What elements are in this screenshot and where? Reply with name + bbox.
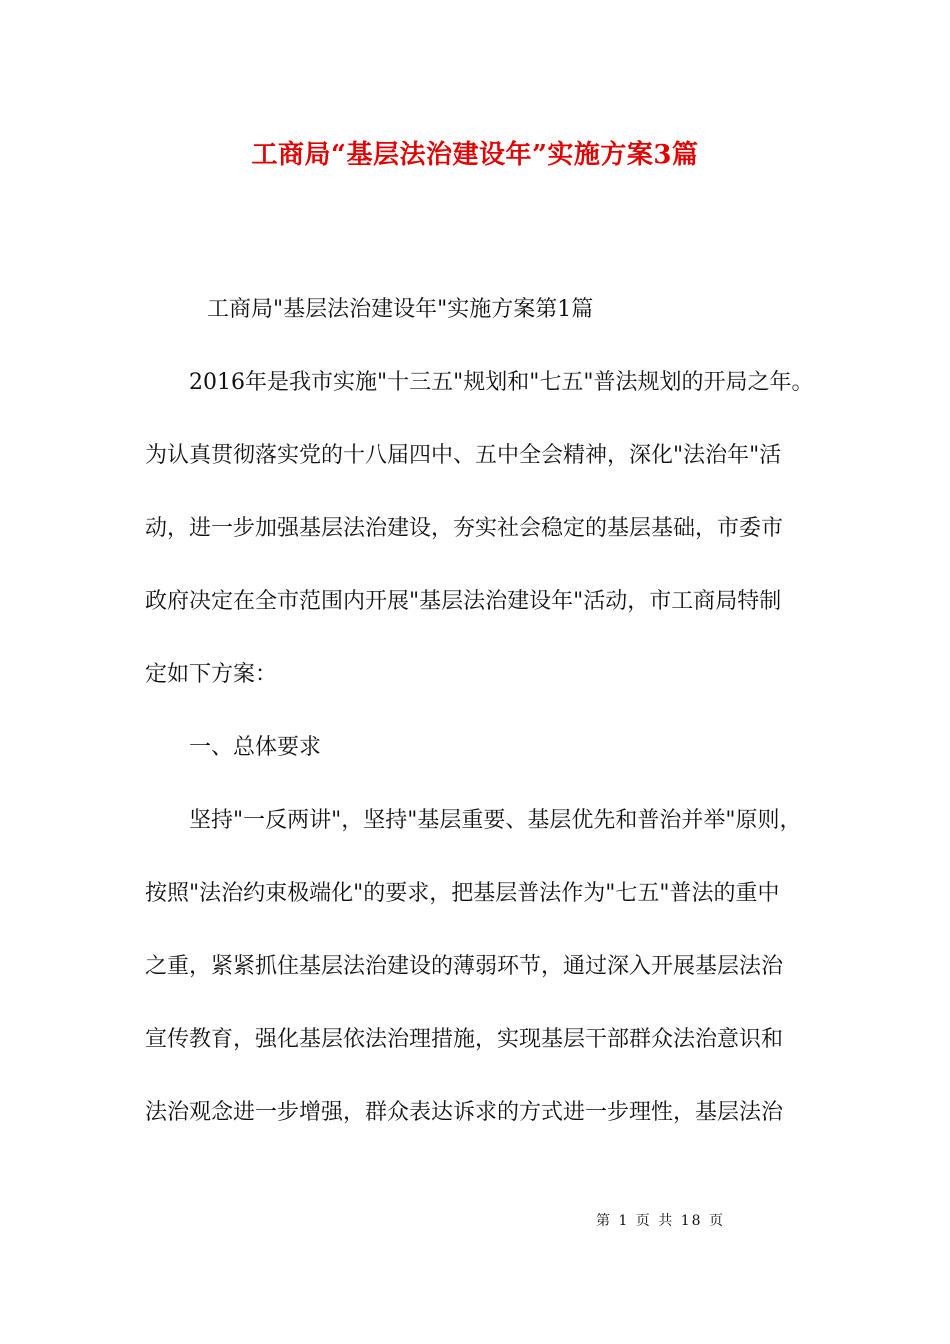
document-body — [145, 273, 817, 1149]
document-title: 工商局“基层法治建设年”实施方案3篇 — [251, 140, 699, 170]
subsection-heading: 一、总体要求 — [189, 735, 322, 760]
paragraph-line: 动，进一步加强基层法治建设，夯实社会稳定的基层基础，市委市 — [145, 516, 784, 541]
paragraph-line: 2016年是我市实施"十三五"规划和"七五"普法规划的开局之年。 — [189, 370, 814, 395]
paragraph-line: 政府决定在全市范围内开展"基层法治建设年"活动，市工商局特制 — [145, 589, 782, 614]
paragraph-line: 之重，紧紧抓住基层法治建设的薄弱环节，通过深入开展基层法治 — [145, 954, 784, 979]
paragraph-line: 坚持"一反两讲"，坚持"基层重要、基层优先和普治并举"原则， — [189, 808, 802, 833]
paragraph-line: 按照"法治约束极端化"的要求，把基层普法作为"七五"普法的重中 — [145, 881, 780, 906]
paragraph-line: 定如下方案： — [145, 662, 278, 687]
page-number-footer: 第 1 页 共 18 页 — [596, 1213, 725, 1229]
section-heading: 工商局"基层法治建设年"实施方案第1篇 — [207, 297, 594, 322]
paragraph-line: 宣传教育，强化基层依法治理措施，实现基层干部群众法治意识和 — [145, 1027, 784, 1052]
paragraph-line: 为认真贯彻落实党的十八届四中、五中全会精神，深化"法治年"活 — [145, 443, 782, 468]
paragraph-line: 法治观念进一步增强，群众表达诉求的方式进一步理性，基层法治 — [145, 1100, 784, 1125]
